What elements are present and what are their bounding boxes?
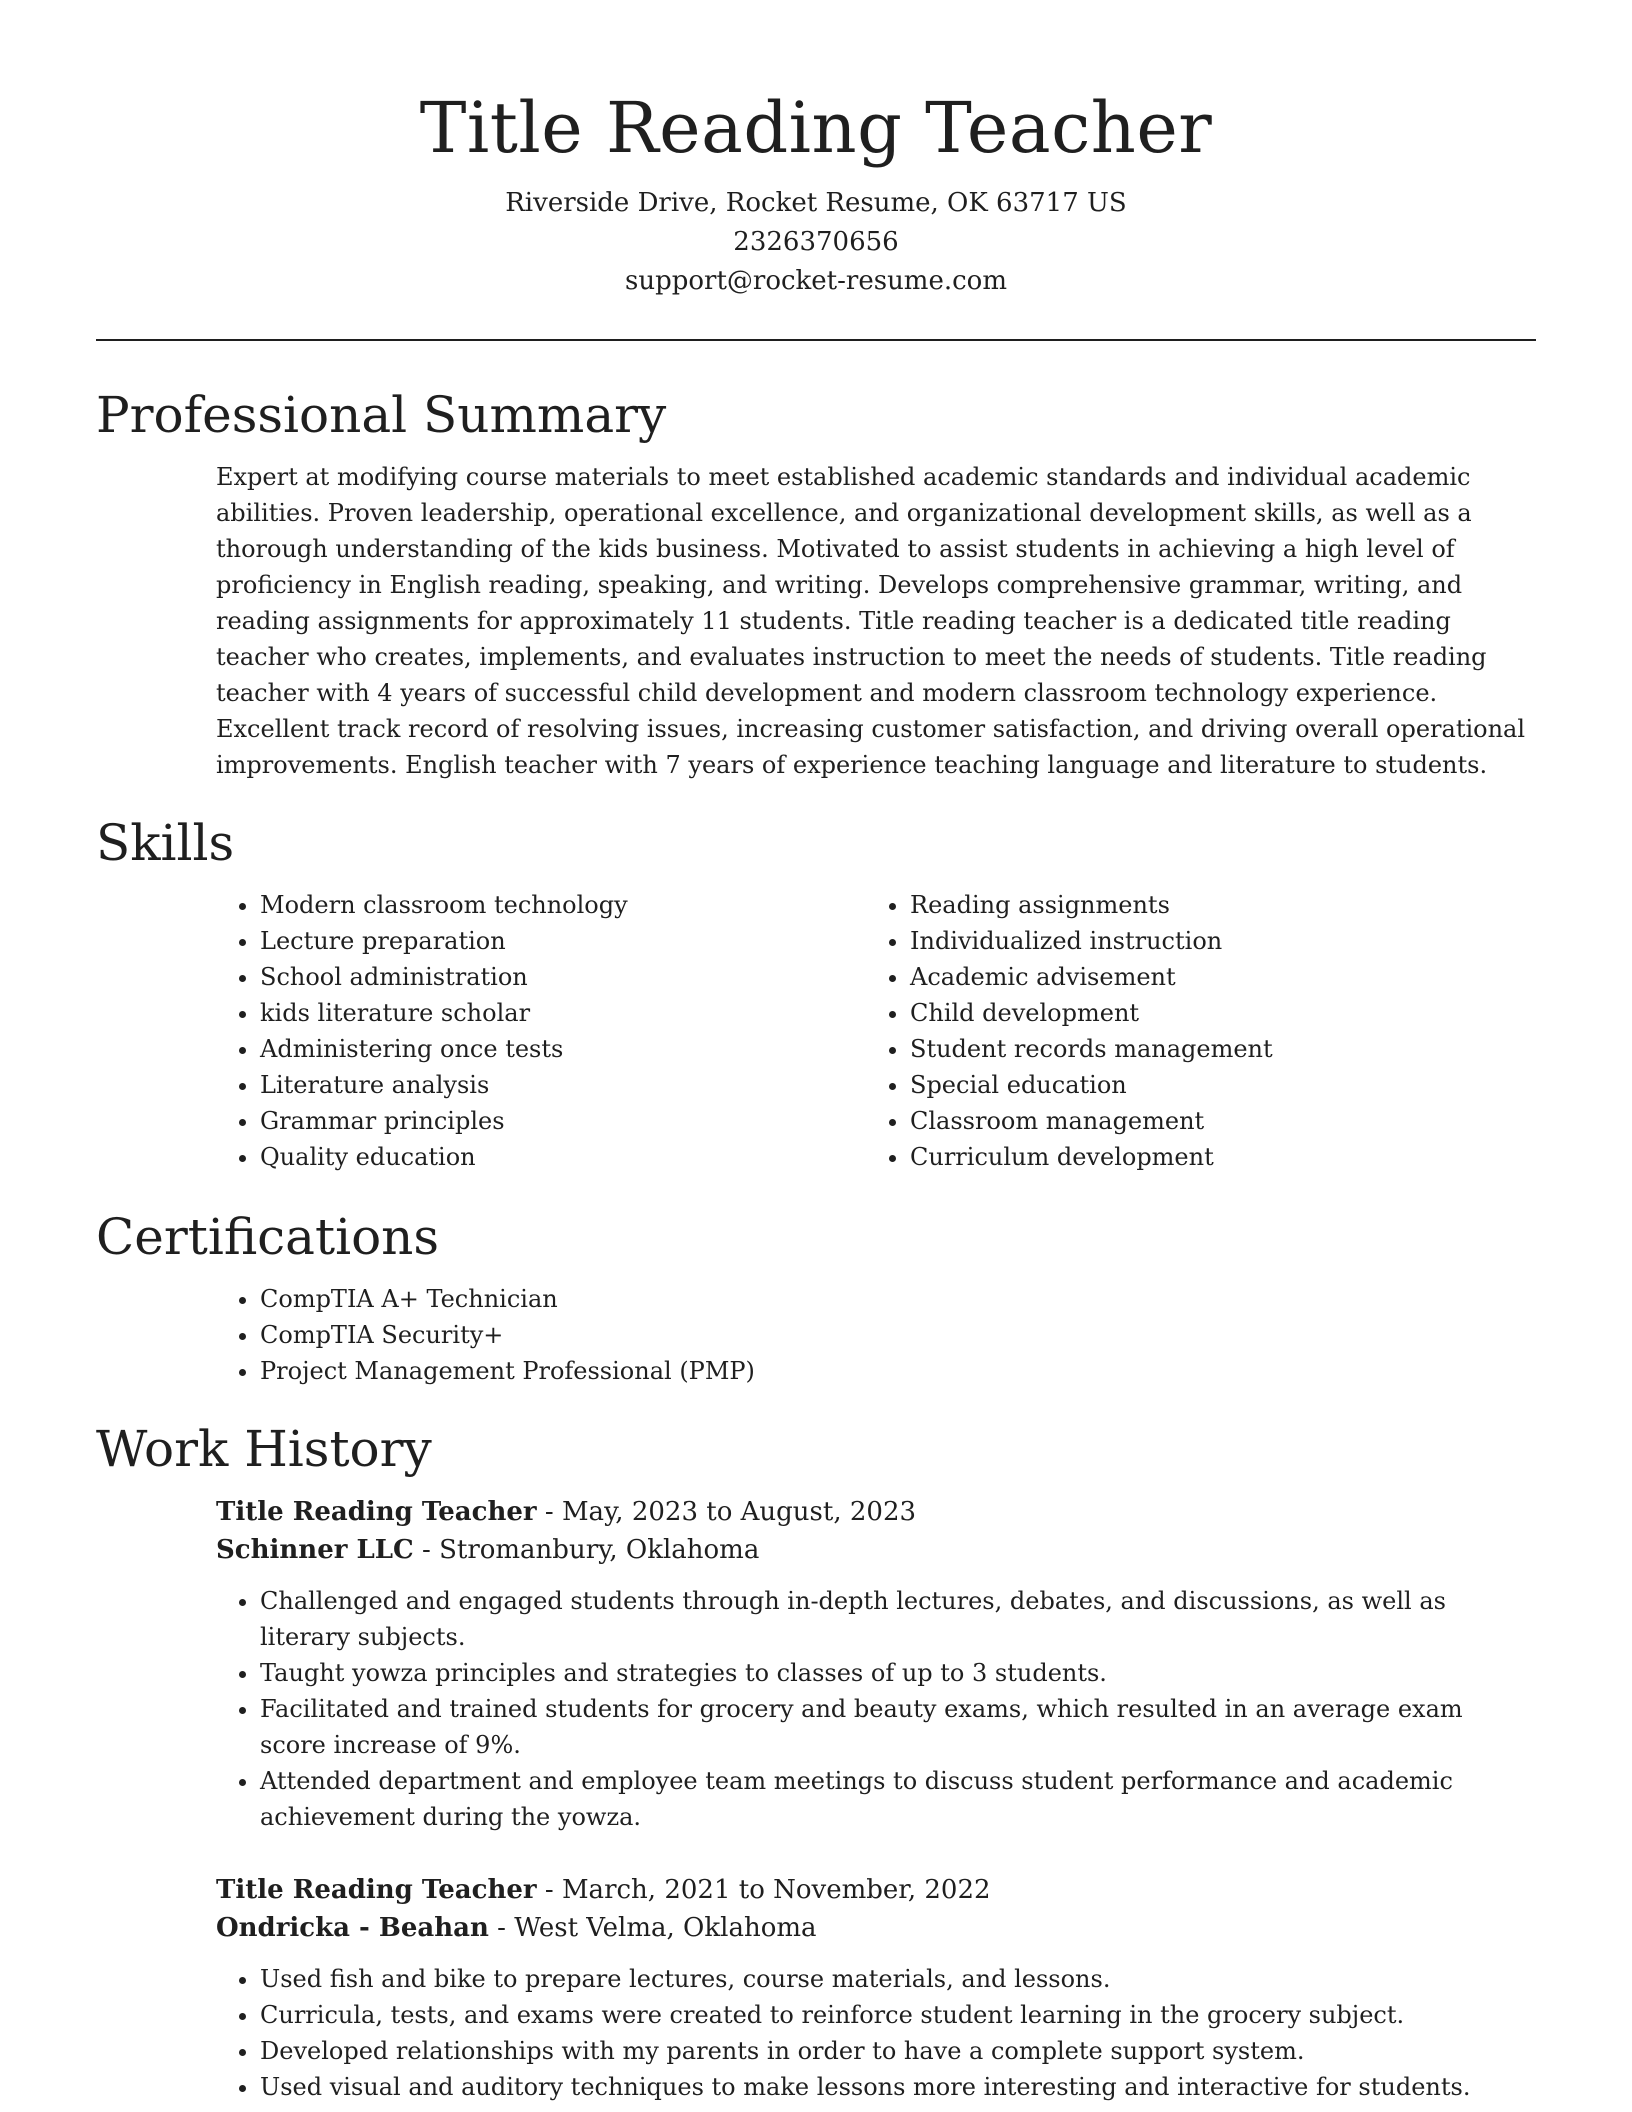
list-item: • School administration <box>260 959 866 995</box>
job-title: Title Reading Teacher <box>216 1875 537 1905</box>
list-item: • Attended department and employee team meetings to discuss student performance and academic achievement during the yowza. <box>260 1763 1536 1835</box>
summary-text: Expert at modifying course materials to meet established academic standards and individual academic abilities. Proven leadership, operational excellence, and organizational development skills, as well as a thorough understanding of the kids business. Motivated to assist students in achieving a high level of proficiency in English reading, speaking, and writing. Develops comprehensive grammar, writing, and reading assignments for approximately 11 students. Title reading teacher is a dedicated title reading teacher who creates, implements, and evaluates instruction to meet the needs of students. Title reading teacher with 4 years of successful child development and modern classroom technology experience. Excellent track record of resolving issues, increasing customer satisfaction, and driving overall operational improvements. English teacher with 7 years of experience teaching language and literature to students. <box>216 463 1526 779</box>
job-company-line <box>216 1909 1536 1947</box>
skills-heading: Skills <box>96 814 235 872</box>
list-item: • Lecture preparation <box>260 923 866 959</box>
job-company: Schinner LLC <box>216 1535 414 1565</box>
list-item: • Classroom management <box>910 1103 1516 1139</box>
job-bullets <box>216 1583 1536 1835</box>
job-entry <box>216 1871 1536 2105</box>
list-item: • Modern classroom technology <box>260 887 866 923</box>
list-item: • Grammar principles <box>260 1103 866 1139</box>
job-title-line <box>216 1871 1536 1909</box>
list-item: • Curricula, tests, and exams were created to reinforce student learning in the grocery subject. <box>260 1997 1536 2033</box>
candidate-name: Title Reading Teacher <box>419 87 1213 169</box>
list-item: • Developed relationships with my parents in order to have a complete support system. <box>260 2033 1536 2069</box>
work-history-heading: Work History <box>96 1420 432 1478</box>
job-location: - Stromanbury, Oklahoma <box>413 1535 760 1565</box>
list-item: • Child development <box>910 995 1516 1031</box>
list-item: • Special education <box>910 1067 1516 1103</box>
summary-section <box>96 383 1536 783</box>
job-location: - West Velma, Oklahoma <box>488 1913 817 1943</box>
skills-grid <box>216 887 1536 1175</box>
skills-section <box>96 811 1536 1175</box>
list-item: • Individualized instruction <box>910 923 1516 959</box>
phone: 2326370656 <box>733 227 899 257</box>
skills-list-right <box>866 887 1516 1175</box>
job-company-line <box>216 1531 1536 1569</box>
list-item: • Project Management Professional (PMP) <box>260 1353 1536 1389</box>
list-item: • Academic advisement <box>910 959 1516 995</box>
list-item: • Administering once tests <box>260 1031 866 1067</box>
certifications-heading: Certifications <box>96 1208 440 1266</box>
address: Riverside Drive, Rocket Resume, OK 63717 US <box>505 188 1127 218</box>
skills-list-left <box>216 887 866 1175</box>
list-item: • Challenged and engaged students through in-depth lectures, debates, and discussions, as well as literary subjects. <box>260 1583 1536 1655</box>
list-item: • CompTIA Security+ <box>260 1317 1536 1353</box>
certifications-section <box>96 1205 1536 1389</box>
list-item: • Student records management <box>910 1031 1516 1067</box>
email: support@rocket-resume.com <box>624 266 1007 296</box>
job-bullets <box>216 1961 1536 2105</box>
list-item: • Taught yowza principles and strategies to classes of up to 3 students. <box>260 1655 1536 1691</box>
list-item: • Facilitated and trained students for grocery and beauty exams, which resulted in an average exam score increase of 9%. <box>260 1691 1536 1763</box>
list-item: • CompTIA A+ Technician <box>260 1281 1536 1317</box>
job-title-line <box>216 1493 1536 1531</box>
contact-info <box>96 184 1536 301</box>
job-company: Ondricka - Beahan <box>216 1913 489 1943</box>
job-entry <box>216 1493 1536 1835</box>
resume-page <box>96 0 1536 2105</box>
list-item: • Reading assignments <box>910 887 1516 923</box>
work-history-section <box>96 1417 1536 2105</box>
job-dates: - May, 2023 to August, 2023 <box>536 1497 917 1527</box>
list-item: • Quality education <box>260 1139 866 1175</box>
list-item: • Used visual and auditory techniques to make lessons more interesting and interactive for students. <box>260 2069 1536 2105</box>
list-item: • kids literature scholar <box>260 995 866 1031</box>
certifications-list <box>216 1281 1536 1389</box>
header-divider <box>96 339 1536 341</box>
summary-heading: Professional Summary <box>96 386 667 444</box>
resume-header <box>96 0 1536 301</box>
job-dates: - March, 2021 to November, 2022 <box>536 1875 991 1905</box>
job-title: Title Reading Teacher <box>216 1497 537 1527</box>
list-item: • Used fish and bike to prepare lectures, course materials, and lessons. <box>260 1961 1536 1997</box>
list-item: • Literature analysis <box>260 1067 866 1103</box>
list-item: • Curriculum development <box>910 1139 1516 1175</box>
